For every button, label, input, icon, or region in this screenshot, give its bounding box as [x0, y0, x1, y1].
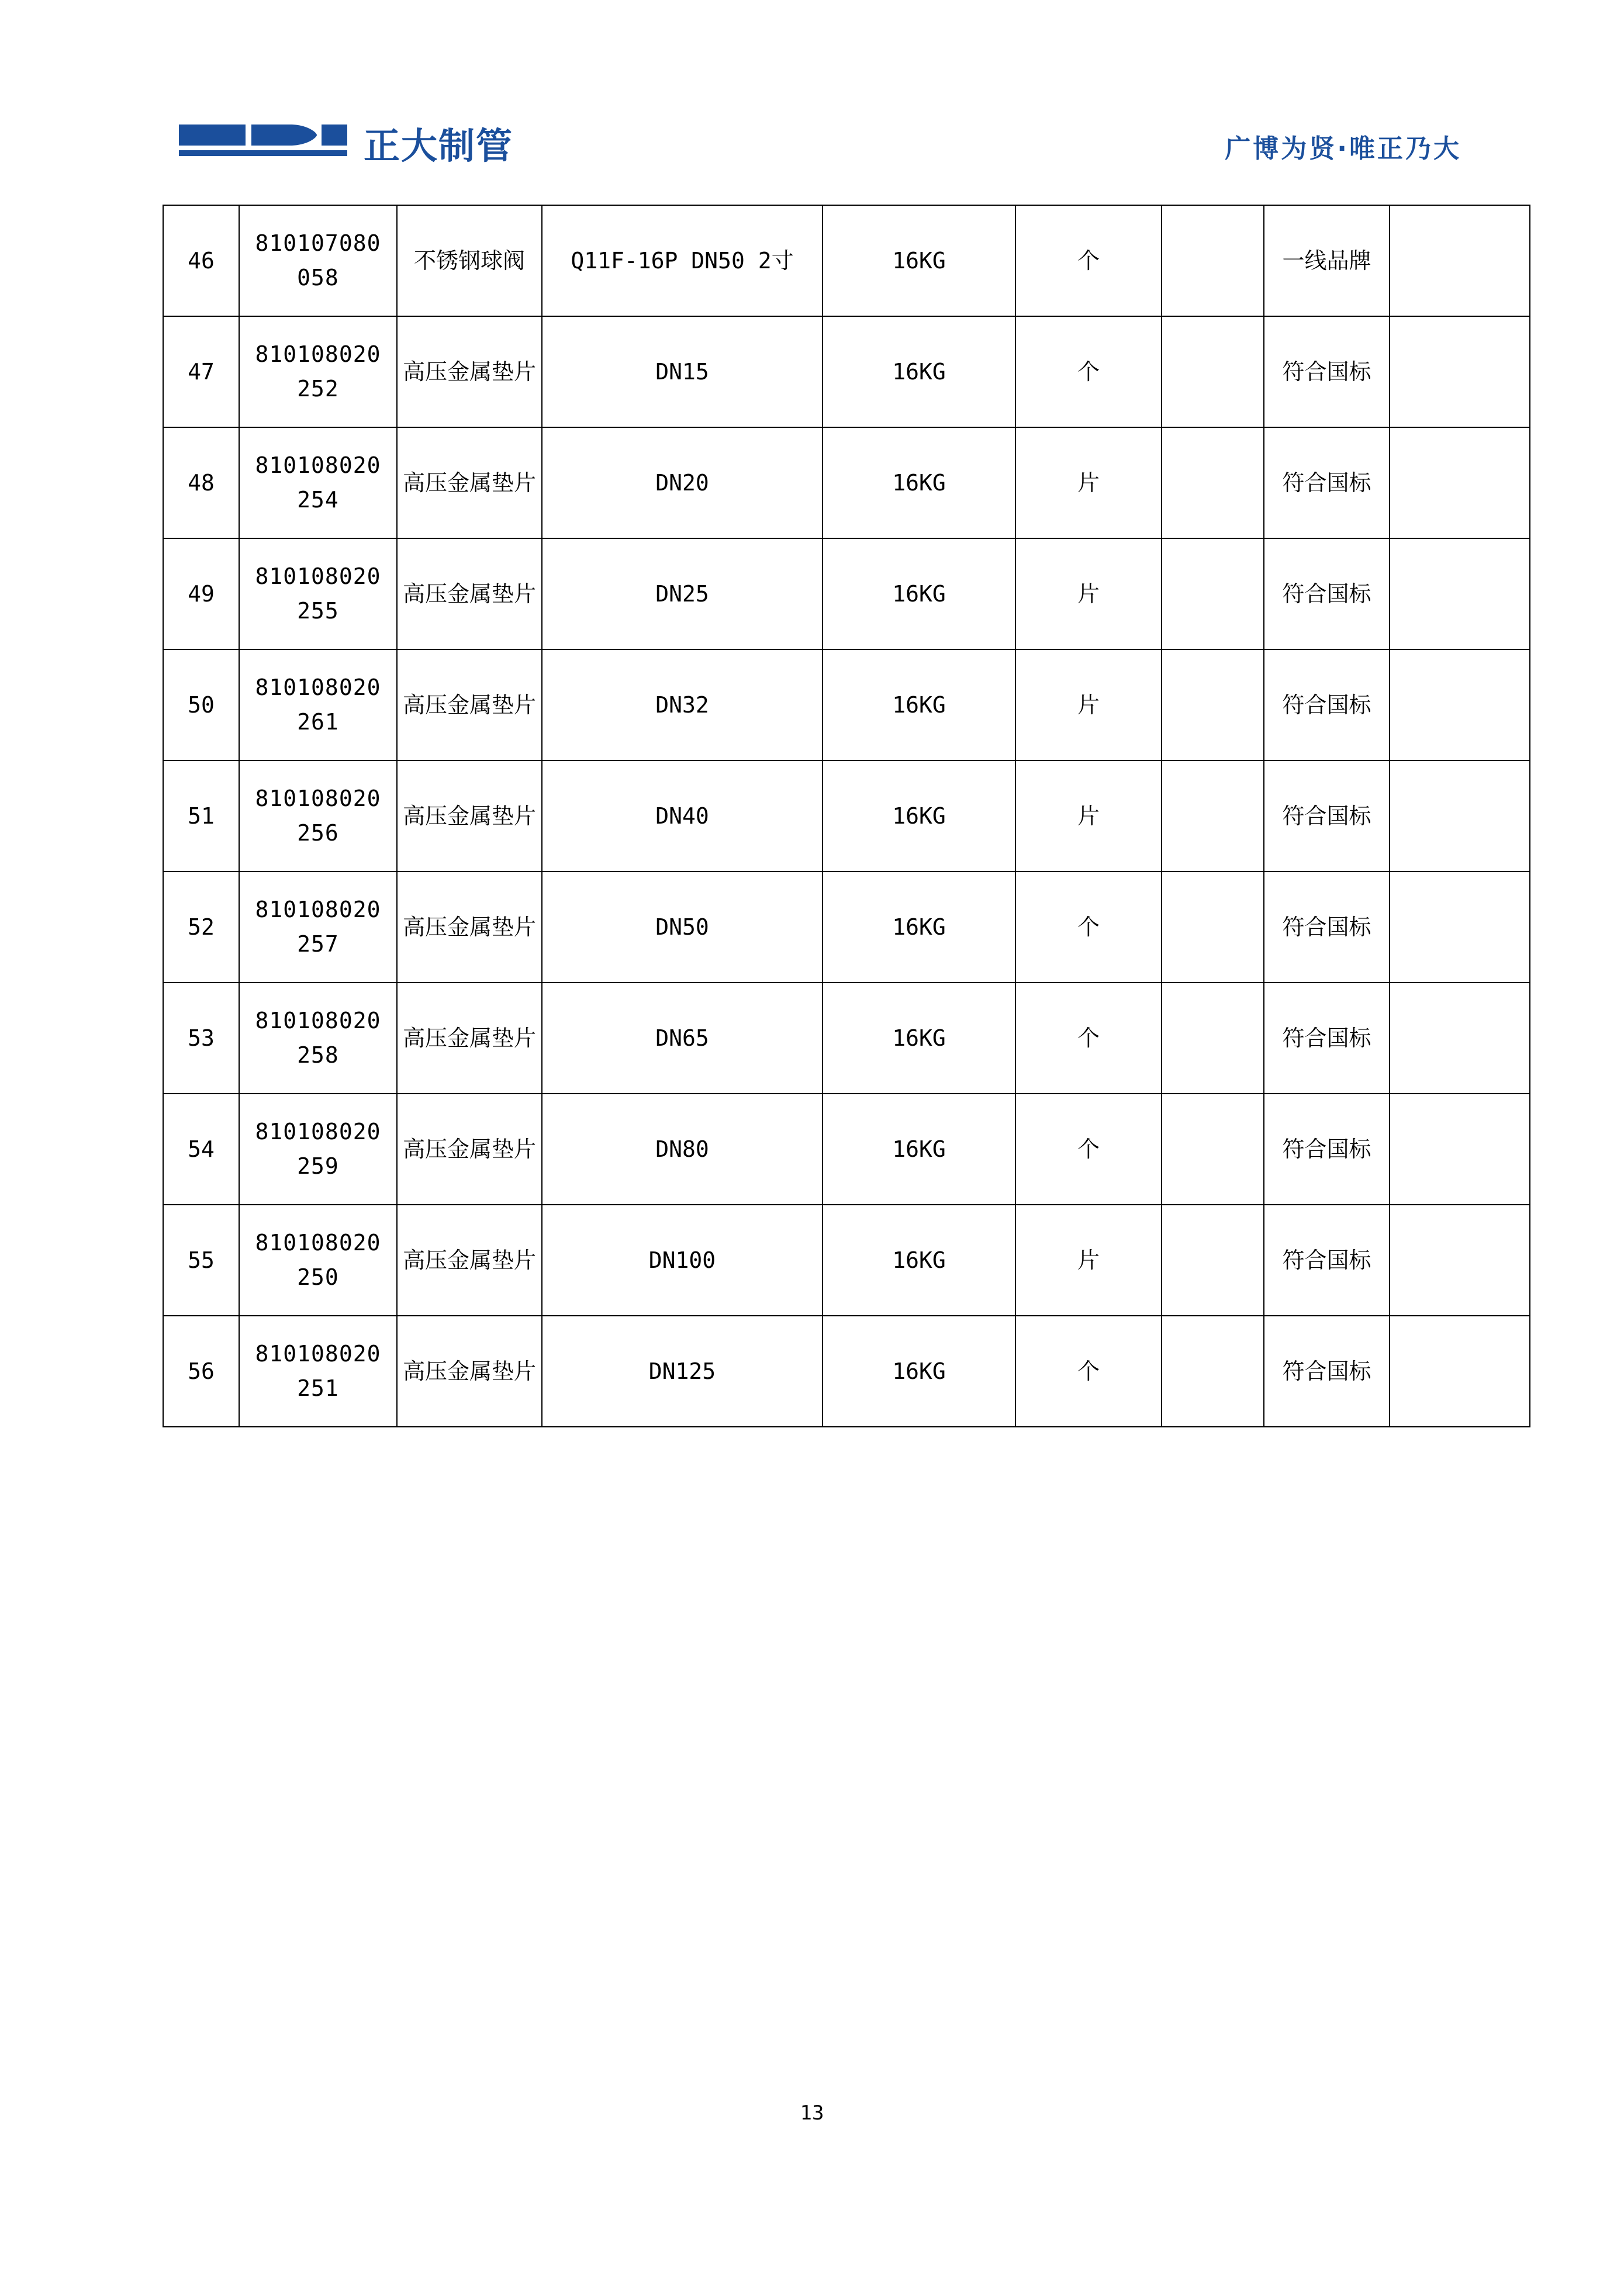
cell-spec: DN80 [542, 1094, 823, 1205]
cell-unit: 片 [1015, 538, 1162, 649]
cell-qty [1162, 1316, 1264, 1427]
table-row [163, 872, 1530, 983]
cell-unit: 个 [1015, 1316, 1162, 1427]
cell-code [239, 538, 397, 649]
cell-brand: 符合国标 [1264, 1205, 1390, 1316]
cell-note [1390, 205, 1530, 316]
cell-note [1390, 872, 1530, 983]
cell-pressure: 16KG [823, 205, 1015, 316]
company-logo [175, 120, 513, 173]
code-line-1: 810107080 [255, 230, 381, 257]
cell-code [239, 1316, 397, 1427]
code-line-1: 810108020 [255, 452, 381, 479]
cell-spec: DN65 [542, 983, 823, 1094]
cell-unit: 个 [1015, 1094, 1162, 1205]
table-row [163, 538, 1530, 649]
cell-no: 52 [163, 872, 239, 983]
cell-spec: Q11F-16P DN50 2寸 [542, 205, 823, 316]
cell-unit: 个 [1015, 205, 1162, 316]
cell-name: 高压金属垫片 [397, 1205, 542, 1316]
cell-pressure: 16KG [823, 538, 1015, 649]
cell-no: 47 [163, 316, 239, 427]
cell-name: 高压金属垫片 [397, 649, 542, 760]
cell-qty [1162, 316, 1264, 427]
cell-note [1390, 1316, 1530, 1427]
cell-code [239, 1094, 397, 1205]
items-table [163, 205, 1530, 1427]
cell-qty [1162, 1205, 1264, 1316]
code-line-2: 251 [297, 1375, 339, 1401]
cell-spec: DN50 [542, 872, 823, 983]
cell-note [1390, 1205, 1530, 1316]
code-line-2: 058 [297, 265, 339, 291]
table-row [163, 316, 1530, 427]
cell-brand: 一线品牌 [1264, 205, 1390, 316]
cell-unit: 片 [1015, 760, 1162, 872]
table-row [163, 1316, 1530, 1427]
items-table-container [163, 205, 1464, 1427]
cell-name: 高压金属垫片 [397, 983, 542, 1094]
table-row [163, 983, 1530, 1094]
cell-note [1390, 316, 1530, 427]
cell-no: 54 [163, 1094, 239, 1205]
table-row [163, 1094, 1530, 1205]
cell-unit: 个 [1015, 316, 1162, 427]
cell-unit: 片 [1015, 1205, 1162, 1316]
cell-spec: DN40 [542, 760, 823, 872]
zdp-logo-icon [175, 120, 351, 173]
cell-brand: 符合国标 [1264, 538, 1390, 649]
cell-spec: DN20 [542, 427, 823, 538]
cell-spec: DN100 [542, 1205, 823, 1316]
code-line-2: 250 [297, 1264, 339, 1290]
cell-pressure: 16KG [823, 1205, 1015, 1316]
cell-pressure: 16KG [823, 872, 1015, 983]
cell-qty [1162, 538, 1264, 649]
page-number: 13 [800, 2101, 824, 2125]
cell-code [239, 760, 397, 872]
cell-brand: 符合国标 [1264, 1094, 1390, 1205]
cell-name: 高压金属垫片 [397, 316, 542, 427]
cell-name: 高压金属垫片 [397, 872, 542, 983]
cell-brand: 符合国标 [1264, 983, 1390, 1094]
cell-unit: 片 [1015, 649, 1162, 760]
cell-no: 55 [163, 1205, 239, 1316]
cell-pressure: 16KG [823, 427, 1015, 538]
code-line-1: 810108020 [255, 1341, 381, 1367]
code-line-1: 810108020 [255, 1008, 381, 1034]
code-line-1: 810108020 [255, 563, 381, 590]
cell-code [239, 872, 397, 983]
cell-qty [1162, 983, 1264, 1094]
cell-unit: 个 [1015, 983, 1162, 1094]
cell-code [239, 983, 397, 1094]
cell-spec: DN25 [542, 538, 823, 649]
cell-name: 高压金属垫片 [397, 1094, 542, 1205]
cell-no: 53 [163, 983, 239, 1094]
cell-pressure: 16KG [823, 1316, 1015, 1427]
code-line-2: 261 [297, 709, 339, 735]
cell-brand: 符合国标 [1264, 427, 1390, 538]
table-row [163, 649, 1530, 760]
table-row [163, 205, 1530, 316]
cell-qty [1162, 427, 1264, 538]
page-header [175, 114, 1461, 178]
table-row [163, 1205, 1530, 1316]
cell-pressure: 16KG [823, 316, 1015, 427]
cell-pressure: 16KG [823, 1094, 1015, 1205]
cell-no: 56 [163, 1316, 239, 1427]
cell-note [1390, 760, 1530, 872]
code-line-2: 259 [297, 1153, 339, 1179]
cell-name: 高压金属垫片 [397, 1316, 542, 1427]
cell-code [239, 427, 397, 538]
company-slogan: 广博为贤·唯正乃大 [1225, 134, 1461, 164]
cell-code [239, 205, 397, 316]
code-line-2: 258 [297, 1042, 339, 1068]
cell-pressure: 16KG [823, 649, 1015, 760]
cell-spec: DN15 [542, 316, 823, 427]
cell-code [239, 649, 397, 760]
cell-note [1390, 427, 1530, 538]
cell-qty [1162, 649, 1264, 760]
code-line-1: 810108020 [255, 1230, 381, 1256]
cell-code [239, 316, 397, 427]
cell-code [239, 1205, 397, 1316]
code-line-1: 810108020 [255, 897, 381, 923]
cell-unit: 片 [1015, 427, 1162, 538]
code-line-1: 810108020 [255, 1119, 381, 1145]
code-line-2: 257 [297, 931, 339, 957]
cell-no: 49 [163, 538, 239, 649]
cell-brand: 符合国标 [1264, 872, 1390, 983]
code-line-1: 810108020 [255, 341, 381, 368]
cell-no: 50 [163, 649, 239, 760]
cell-qty [1162, 205, 1264, 316]
cell-name: 高压金属垫片 [397, 538, 542, 649]
cell-spec: DN125 [542, 1316, 823, 1427]
cell-note [1390, 1094, 1530, 1205]
cell-pressure: 16KG [823, 760, 1015, 872]
company-name: 正大制管 [364, 125, 514, 167]
cell-name: 不锈钢球阀 [397, 205, 542, 316]
code-line-2: 256 [297, 820, 339, 846]
code-line-2: 254 [297, 487, 339, 513]
cell-brand: 符合国标 [1264, 649, 1390, 760]
cell-qty [1162, 872, 1264, 983]
code-line-1: 810108020 [255, 675, 381, 701]
cell-no: 46 [163, 205, 239, 316]
cell-name: 高压金属垫片 [397, 760, 542, 872]
cell-brand: 符合国标 [1264, 1316, 1390, 1427]
cell-qty [1162, 1094, 1264, 1205]
cell-brand: 符合国标 [1264, 316, 1390, 427]
table-row [163, 760, 1530, 872]
code-line-1: 810108020 [255, 786, 381, 812]
cell-name: 高压金属垫片 [397, 427, 542, 538]
table-row [163, 427, 1530, 538]
cell-qty [1162, 760, 1264, 872]
cell-brand: 符合国标 [1264, 760, 1390, 872]
cell-note [1390, 649, 1530, 760]
cell-no: 48 [163, 427, 239, 538]
code-line-2: 255 [297, 598, 339, 624]
cell-note [1390, 538, 1530, 649]
code-line-2: 252 [297, 376, 339, 402]
cell-unit: 个 [1015, 872, 1162, 983]
cell-no: 51 [163, 760, 239, 872]
cell-note [1390, 983, 1530, 1094]
cell-pressure: 16KG [823, 983, 1015, 1094]
cell-spec: DN32 [542, 649, 823, 760]
